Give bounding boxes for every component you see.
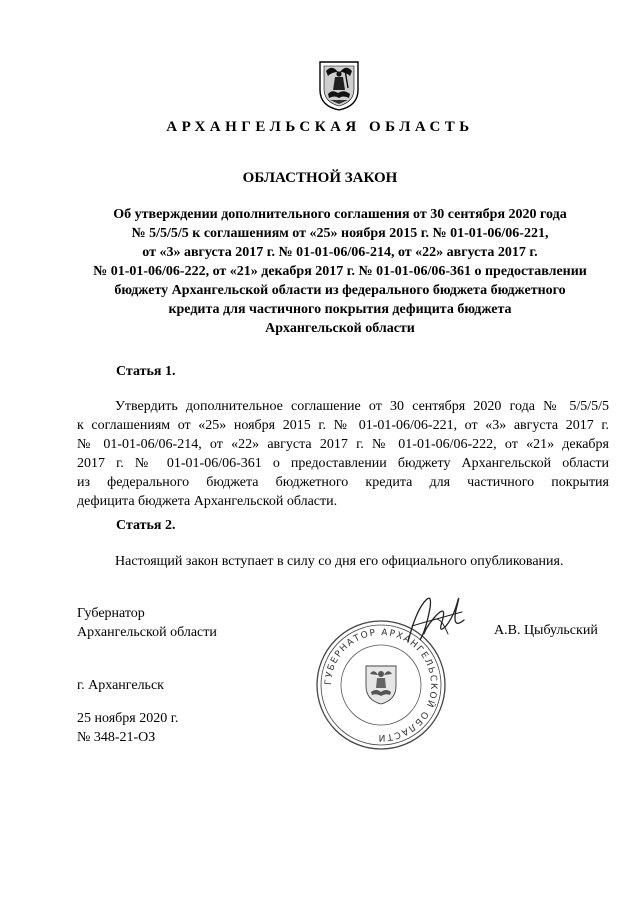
law-title-line: от «3» августа 2017 г. № 01-01-06/06-214, от «22» августа 2017 г. <box>142 245 538 260</box>
law-title-line: Об утверждении дополнительного соглашения от 30 сентября 2020 года <box>113 207 567 222</box>
handwritten-signature-icon <box>402 590 472 650</box>
date-and-number <box>77 709 178 747</box>
document-type: ОБЛАСТНОЙ ЗАКОН <box>242 170 398 186</box>
law-title <box>70 205 610 338</box>
article-1-title: Статья 1. <box>116 364 176 379</box>
article-1-line: № 01-01-06/06-214, от «22» августа 2017 г. № 01-01-06/06-222, от «21» декабря <box>77 437 609 452</box>
law-title-line: кредита для частичного покрытия дефицита бюджета <box>168 302 512 317</box>
law-title-line: № 5/5/5/5 к соглашениям от «25» ноября 2015 г. № 01-01-06/06-221, <box>131 226 549 241</box>
seal-text: ГУБЕРНАТОР АРХАНГЕЛЬСКОЙ ОБЛАСТИ <box>323 627 439 743</box>
document-date: 25 ноября 2020 г. <box>77 711 179 726</box>
region-title: АРХАНГЕЛЬСКАЯ ОБЛАСТЬ <box>166 119 474 135</box>
law-title-line: бюджету Архангельской области из федерального бюджета бюджетного <box>114 283 566 298</box>
city: г. Архангельск <box>77 678 164 693</box>
article-1-line: дефицита бюджета Архангельской области. <box>77 494 338 509</box>
article-1-line: Утвердить дополнительное соглашение от 30 сентября 2020 года № 5/5/5/5 <box>115 399 609 414</box>
signatory-position <box>77 604 217 642</box>
signatory-name: А.В. Цыбульский <box>494 623 598 638</box>
article-2-body: Настоящий закон вступает в силу со дня его официального опубликования. <box>115 554 564 569</box>
article-1-line: из федерального бюджета бюджетного кредита для частичного покрытия <box>77 475 609 490</box>
law-title-line: Архангельской области <box>265 321 415 336</box>
article-2-title: Статья 2. <box>116 518 176 533</box>
signatory-position-line: Губернатор <box>77 606 145 621</box>
document-number: № 348-21-ОЗ <box>77 730 156 745</box>
signatory-position-line: Архангельской области <box>77 625 217 640</box>
article-1-body <box>77 397 609 511</box>
law-title-line: № 01-01-06/06-222, от «21» декабря 2017 г. № 01-01-06/06-361 о предоставлении <box>93 264 587 279</box>
article-1-line: к соглашениям от «25» ноября 2015 г. № 01-01-06/06-221, от «3» августа 2017 г. <box>77 418 609 433</box>
article-1-line: 2017 г. № 01-01-06/06-361 о предоставлении бюджету Архангельской области <box>77 456 609 471</box>
archangel-emblem-icon <box>318 60 360 112</box>
